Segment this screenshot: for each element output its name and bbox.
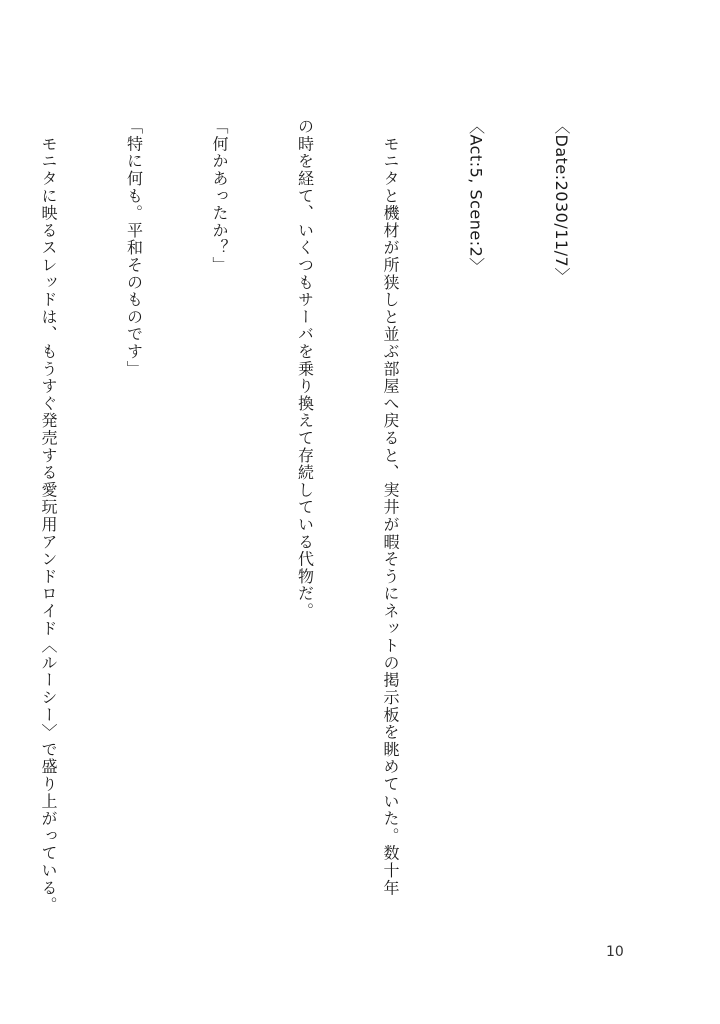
text-line-2: の時を経て、いくつもサーバを乗り換えて存続している代物だ。 (295, 118, 315, 620)
text-line-5: モニタに映るスレッドは、もうすぐ発売する愛玩用アンドロイド〈ルーシー〉で盛り上がっている。 (39, 118, 58, 914)
vertical-text-block (39, 118, 632, 938)
text-line-1: モニタと機材が所狭しと並ぶ部屋へ戻ると、実井が暇そうにネットの掲示板を眺めていた。数十年 (381, 118, 400, 897)
text-line-3: 「何かあったか？」 (210, 118, 229, 274)
header-date: 〈Date:2030/11/7〉 (552, 118, 571, 284)
text-line-4: 「特に何も。平和そのものです」 (124, 118, 144, 378)
header-act-scene: 〈Act:5, Scene:2〉 (466, 118, 486, 274)
page-number: 10 (606, 944, 624, 960)
